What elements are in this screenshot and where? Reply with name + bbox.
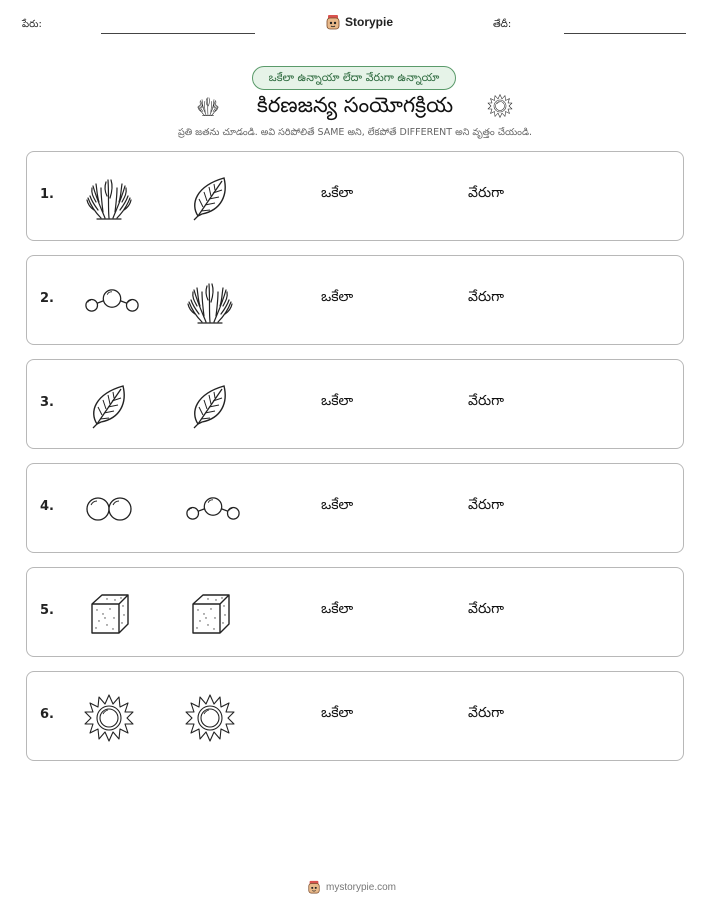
same-option[interactable]: ఒకేలా (321, 497, 354, 513)
footer (307, 880, 396, 894)
question-row (26, 359, 684, 449)
leaf-icon (184, 172, 236, 224)
different-option[interactable]: వేరుగా (468, 185, 504, 201)
question-row (26, 255, 684, 345)
different-option[interactable]: వేరుగా (468, 601, 504, 617)
sugar-cube-icon (184, 588, 236, 640)
leaf-icon (184, 380, 236, 432)
different-option[interactable]: వేరుగా (468, 289, 504, 305)
molecule-icon (83, 286, 141, 315)
sun-icon (83, 692, 135, 744)
footer-url[interactable]: mystorypie.com (326, 881, 397, 893)
storypie-mascot-icon (325, 14, 341, 30)
same-option[interactable]: ఒకేలా (321, 289, 354, 305)
question-row (26, 671, 684, 761)
same-option[interactable]: ఒకేలా (321, 705, 354, 721)
question-row (26, 567, 684, 657)
date-line[interactable] (564, 33, 686, 34)
instructions: ప్రతి జతను చూడండి. అవి సరిపోలితే SAME అని, లేకపోతే DIFFERENT అని వృత్తం చేయండి. (177, 127, 533, 138)
coral-icon (184, 276, 236, 328)
different-option[interactable]: వేరుగా (468, 393, 504, 409)
molecule-icon (184, 494, 242, 523)
question-number: 3. (40, 395, 54, 410)
same-option[interactable]: ఒకేలా (321, 393, 354, 409)
different-option[interactable]: వేరుగా (468, 497, 504, 513)
same-option[interactable]: ఒకేలా (321, 601, 354, 617)
sugar-cube-icon (83, 588, 135, 640)
question-number: 4. (40, 499, 54, 514)
page-title: కిరణజన్య సంయోగక్రియ (256, 93, 454, 117)
sun-icon (184, 692, 236, 744)
leaf-icon (83, 380, 135, 432)
date-label: తేదీ: (493, 19, 512, 30)
coral-icon (83, 172, 135, 224)
name-label: పేరు: (22, 19, 42, 30)
sun-icon (487, 93, 513, 119)
bubbles-icon (83, 494, 135, 524)
name-line[interactable] (101, 33, 255, 34)
question-number: 5. (40, 603, 54, 618)
question-row (26, 151, 684, 241)
same-option[interactable]: ఒకేలా (321, 185, 354, 201)
topic-tag: ఒకేలా ఉన్నాయా లేదా వేరుగా ఉన్నాయా (252, 66, 456, 90)
question-row (26, 463, 684, 553)
brand-name: Storypie (345, 15, 394, 29)
question-number: 1. (40, 187, 54, 202)
different-option[interactable]: వేరుగా (468, 705, 504, 721)
question-number: 6. (40, 707, 54, 722)
brand-logo (325, 14, 393, 30)
storypie-mascot-icon (307, 880, 321, 894)
question-number: 2. (40, 291, 54, 306)
